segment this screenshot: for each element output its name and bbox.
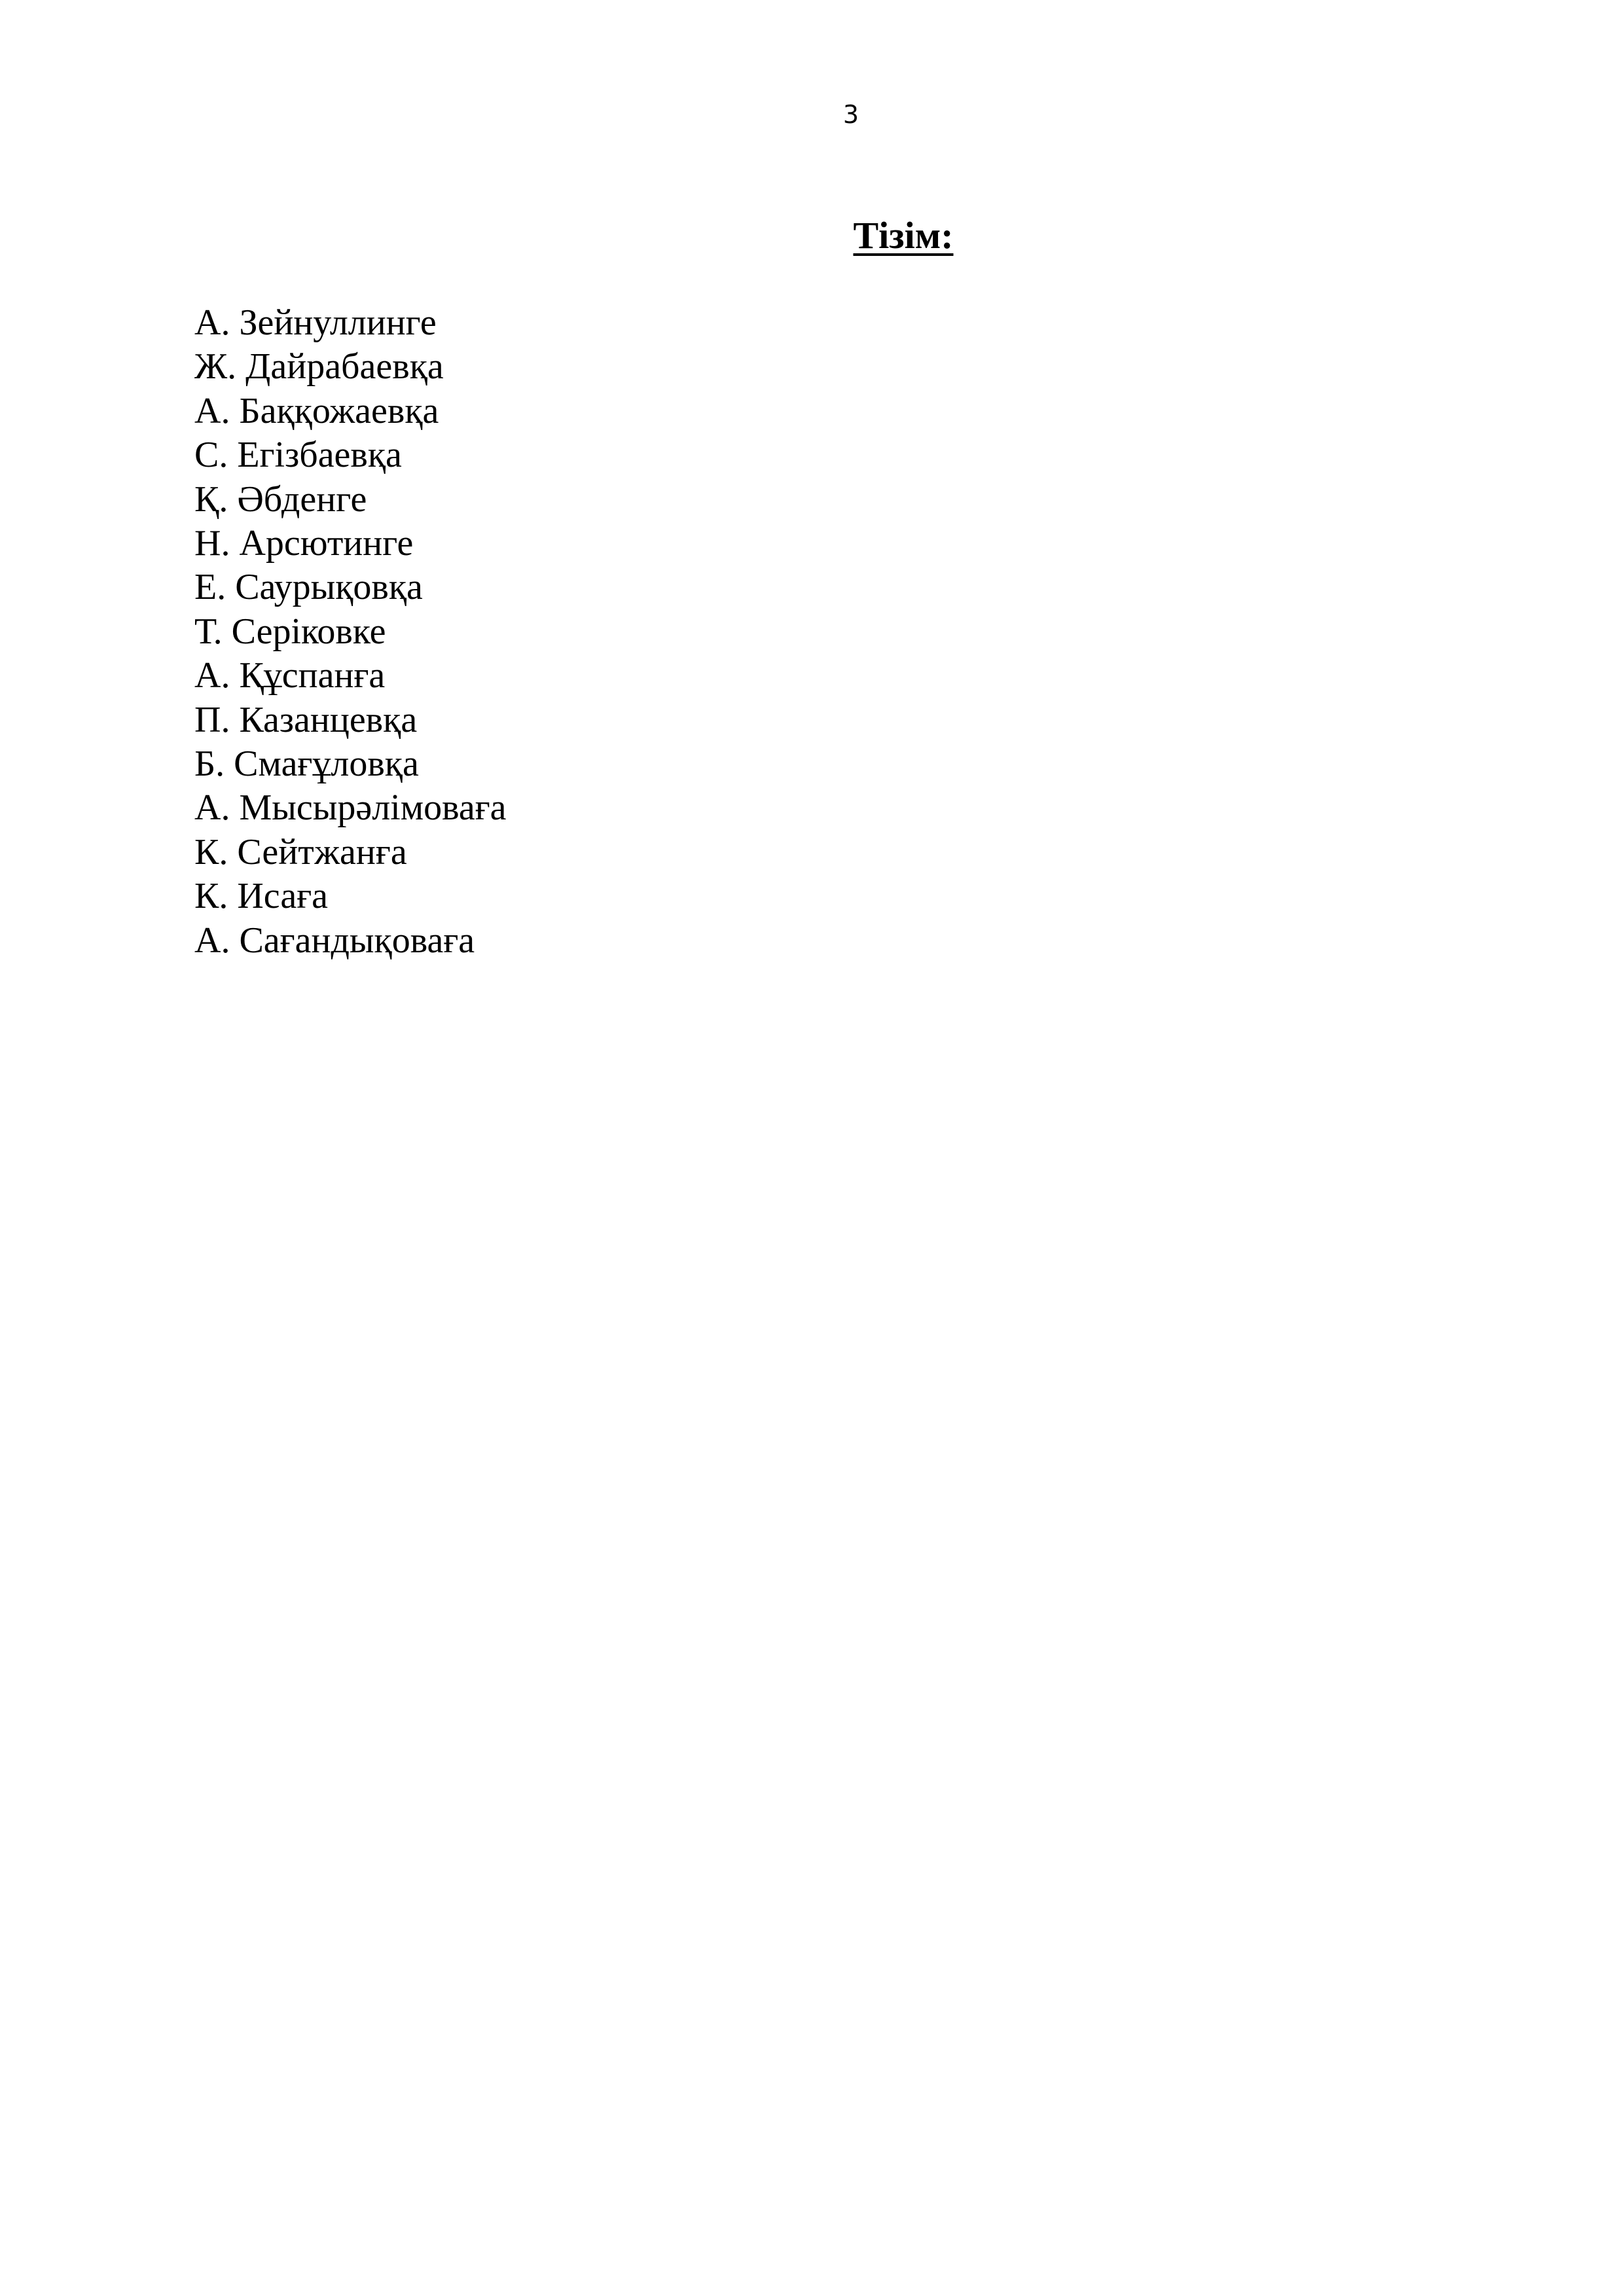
list-item: П. Казанцевқа xyxy=(194,699,418,740)
page-number: 3 xyxy=(842,100,859,129)
list-item: С. Егізбаевқа xyxy=(194,435,402,476)
list-item: Е. Саурықовқа xyxy=(194,567,423,608)
list-item: Т. Серіковке xyxy=(194,611,386,652)
list-item: К. Исаға xyxy=(194,876,329,917)
list-item: Б. Смағұловқа xyxy=(194,744,419,785)
list-item: А. Құспанға xyxy=(194,655,386,696)
list-item: Н. Арсютинге xyxy=(194,523,414,564)
list-item: А. Зейнуллинге xyxy=(194,302,437,343)
names-list xyxy=(194,301,507,963)
list-item: Қ. Әбденге xyxy=(194,478,367,520)
list-item: А. Баққожаевқа xyxy=(194,390,439,431)
list-item: Ж. Дайрабаевқа xyxy=(194,346,444,387)
list-item: А. Мысырәлімоваға xyxy=(194,787,507,829)
list-item: А. Сағандықоваға xyxy=(194,920,475,961)
list-title: Тізім: xyxy=(853,214,954,257)
list-item: К. Сейтжанға xyxy=(194,831,407,872)
